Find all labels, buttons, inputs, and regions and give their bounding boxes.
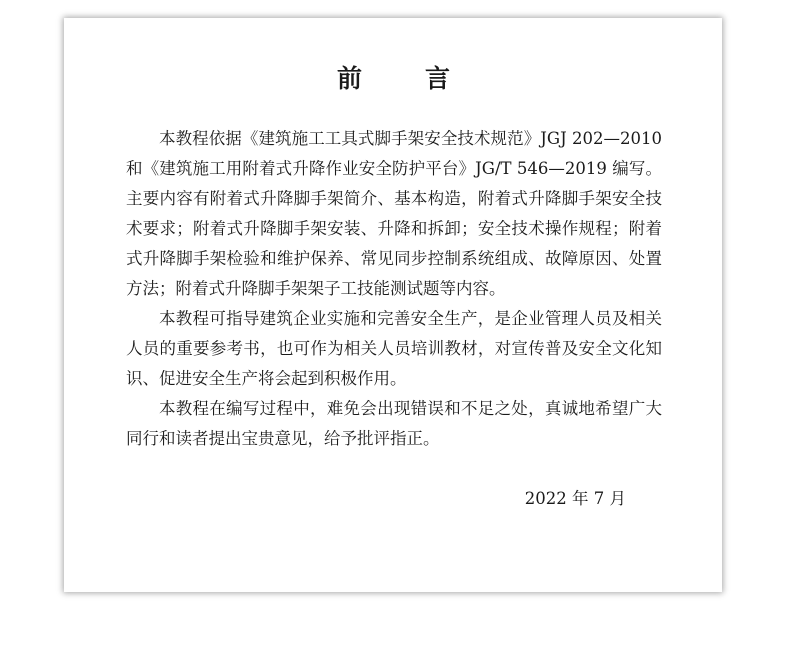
title-char-2: 言 (425, 64, 452, 93)
paragraph-3: 本教程在编写过程中，难免会出现错误和不足之处，真诚地希望广大同行和读者提出宝贵意见，给予批评指正。 (126, 399, 662, 448)
title-char-1: 前 (336, 64, 363, 93)
document-page (64, 18, 722, 592)
date-signature: 2022 年 7 月 (524, 489, 626, 508)
page-title (126, 62, 662, 96)
paragraph-2: 本教程可指导建筑企业实施和完善安全生产，是企业管理人员及相关人员的重要参考书，也可作为相关人员培训教材，对宣传普及安全文化知识、促进安全生产将会起到积极作用。 (126, 309, 662, 388)
paragraph-1: 本教程依据《建筑施工工具式脚手架安全技术规范》JGJ 202—2010 和《建筑施工用附着式升降作业安全防护平台》JG/T 546—2019 编写。主要内容有附着式升降脚手架简介、基本构造，附着式升降脚手架安全技术要求；附着式升降脚手架安装、升降和拆卸；安全技术操作规程；附着式升降脚手架检验和维护保养、常见同步控制系统组成、故障原因、处置方法；附着式升降脚手架架子工技能测试题等内容。 (126, 129, 662, 298)
